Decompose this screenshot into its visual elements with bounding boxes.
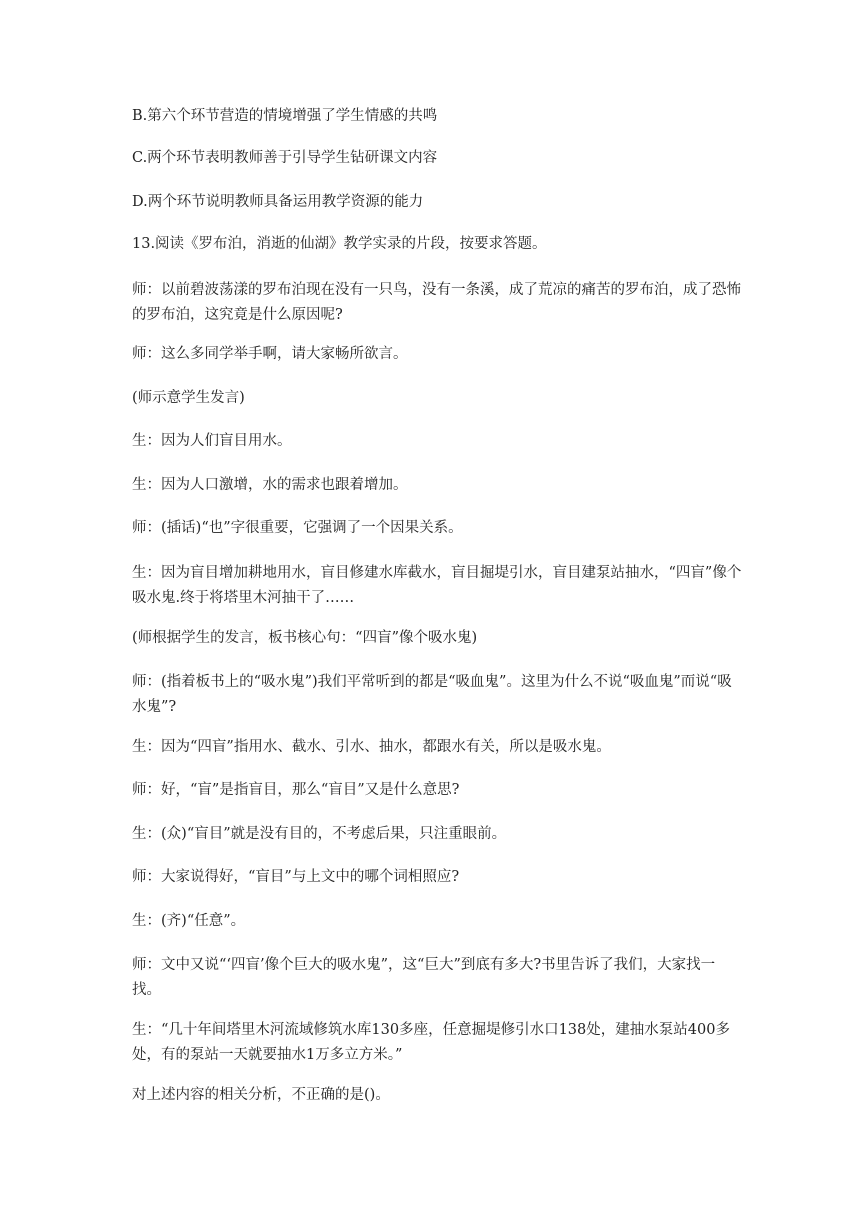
option-d: D.两个环节说明教师具备运用教学资源的能力	[132, 194, 424, 210]
dialogue-line: 生：因为人口激增，水的需求也跟着增加。	[132, 477, 408, 493]
dialogue-line: 师：(指着板书上的“吸水鬼”)我们平常听到的都是“吸血鬼”。这里为什么不说“吸血鬼”而说“吸水鬼”?	[132, 674, 732, 715]
dialogue-line: 生：(齐)“任意”。	[132, 913, 246, 929]
question-13-stem: 13.阅读《罗布泊，消逝的仙湖》教学实录的片段，按要求答题。	[132, 236, 547, 252]
option-b: B.第六个环节营造的情境增强了学生情感的共鸣	[132, 108, 438, 124]
dialogue-line: 生：因为人们盲目用水。	[132, 433, 292, 449]
dialogue-line: 师：大家说得好，“盲目”与上文中的哪个词相照应?	[132, 869, 460, 885]
option-c: C.两个环节表明教师善于引导学生钻研课文内容	[132, 150, 438, 166]
stage-note: (师示意学生发言)	[132, 390, 245, 406]
dialogue-line: 生：“几十年间塔里木河流域修筑水库130多座，任意掘堤修引水口138处，建抽水泵站400多处，有的泵站一天就要抽水1万多立方米。”	[132, 1022, 730, 1063]
dialogue-line: 师：这么多同学举手啊，请大家畅所欲言。	[132, 346, 408, 362]
dialogue-line: 生：因为盲目增加耕地用水，盲目修建水库截水，盲目掘堤引水，盲目建泵站抽水，“四盲”像个吸水鬼.终于将塔里木河抽干了……	[132, 565, 742, 606]
dialogue-line: 生：(众)“盲目”就是没有目的，不考虑后果，只注重眼前。	[132, 826, 507, 842]
stage-note: (师根据学生的发言，板书核心句：“四盲”像个吸水鬼)	[132, 630, 478, 646]
dialogue-line: 生：因为“四盲”指用水、截水、引水、抽水，都跟水有关，所以是吸水鬼。	[132, 739, 611, 755]
question-prompt: 对上述内容的相关分析，不正确的是()。	[132, 1087, 390, 1103]
dialogue-line: 师：(插话)“也”字很重要，它强调了一个因果关系。	[132, 520, 463, 536]
dialogue-line: 师：文中又说“‘四盲’像个巨大的吸水鬼”，这“巨大”到底有多大?书里告诉了我们，大家找一找。	[132, 957, 716, 998]
dialogue-line: 师：好，“盲”是指盲目，那么“盲目”又是什么意思?	[132, 782, 460, 798]
dialogue-line: 师：以前碧波荡漾的罗布泊现在没有一只鸟，没有一条溪，成了荒凉的痛苦的罗布泊，成了恐怖的罗布泊，这究竟是什么原因呢?	[132, 282, 741, 323]
